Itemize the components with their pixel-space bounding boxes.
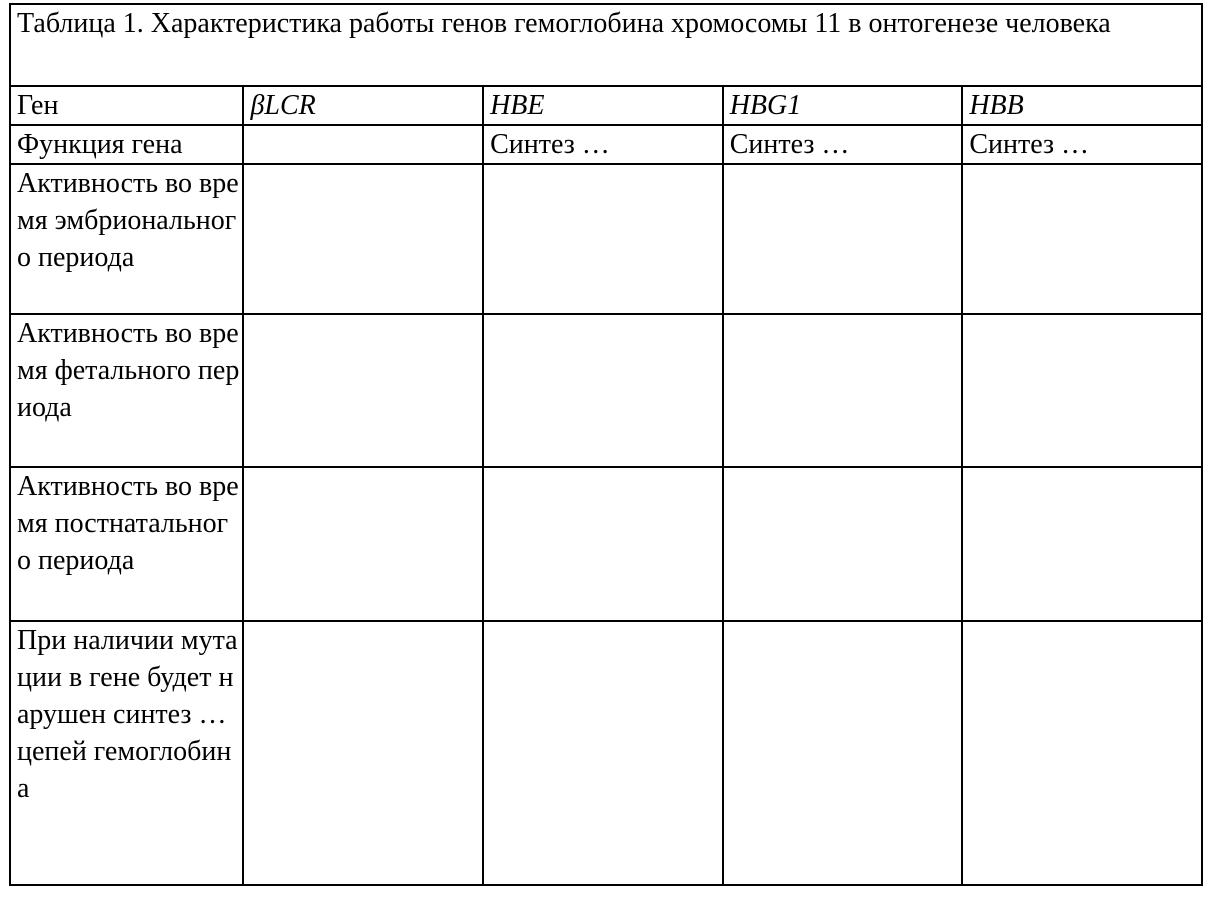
table-cell (483, 467, 723, 621)
gene-characteristics-table (9, 3, 1203, 886)
table-cell (483, 621, 723, 885)
row-label-cell: Активность во время фетального периода (10, 314, 243, 467)
table-cell (723, 621, 963, 885)
table-row (10, 314, 1202, 467)
table-cell (723, 467, 963, 621)
table-cell (962, 164, 1202, 314)
gene-header-cell: βLCR (243, 86, 483, 125)
table-cell (483, 164, 723, 314)
gene-header-cell: HBE (483, 86, 723, 125)
row-label-cell: Активность во время постнатальног о периода (10, 467, 243, 621)
table-row (10, 164, 1202, 314)
table-cell (243, 467, 483, 621)
table-row (10, 467, 1202, 621)
table-caption: Таблица 1. Характеристика работы генов гемоглобина хромосомы 11 в онтогенезе человека (10, 4, 1202, 86)
gene-header-cell: HBB (962, 86, 1202, 125)
row-label-cell: Активность во время эмбриональног о периода (10, 164, 243, 314)
table-cell (243, 125, 483, 164)
table-cell: Синтез … (962, 125, 1202, 164)
header-label-cell: Ген (10, 86, 243, 125)
table-cell (483, 314, 723, 467)
table-row (10, 125, 1202, 164)
row-label-cell: Функция гена (10, 125, 243, 164)
table-cell (962, 467, 1202, 621)
table-cell (962, 621, 1202, 885)
table-row (10, 621, 1202, 885)
gene-header-cell: HBG1 (723, 86, 963, 125)
table-cell: Синтез … (723, 125, 963, 164)
table-cell: Синтез … (483, 125, 723, 164)
table-header-row (10, 86, 1202, 125)
table-cell (243, 621, 483, 885)
table-caption-row (10, 4, 1202, 86)
table-cell (243, 314, 483, 467)
table-cell (723, 164, 963, 314)
table-cell (962, 314, 1202, 467)
table-cell (243, 164, 483, 314)
row-label-cell: При наличии мутации в гене будет нарушен синтез … цепей гемоглобина (10, 621, 243, 885)
table-cell (723, 314, 963, 467)
